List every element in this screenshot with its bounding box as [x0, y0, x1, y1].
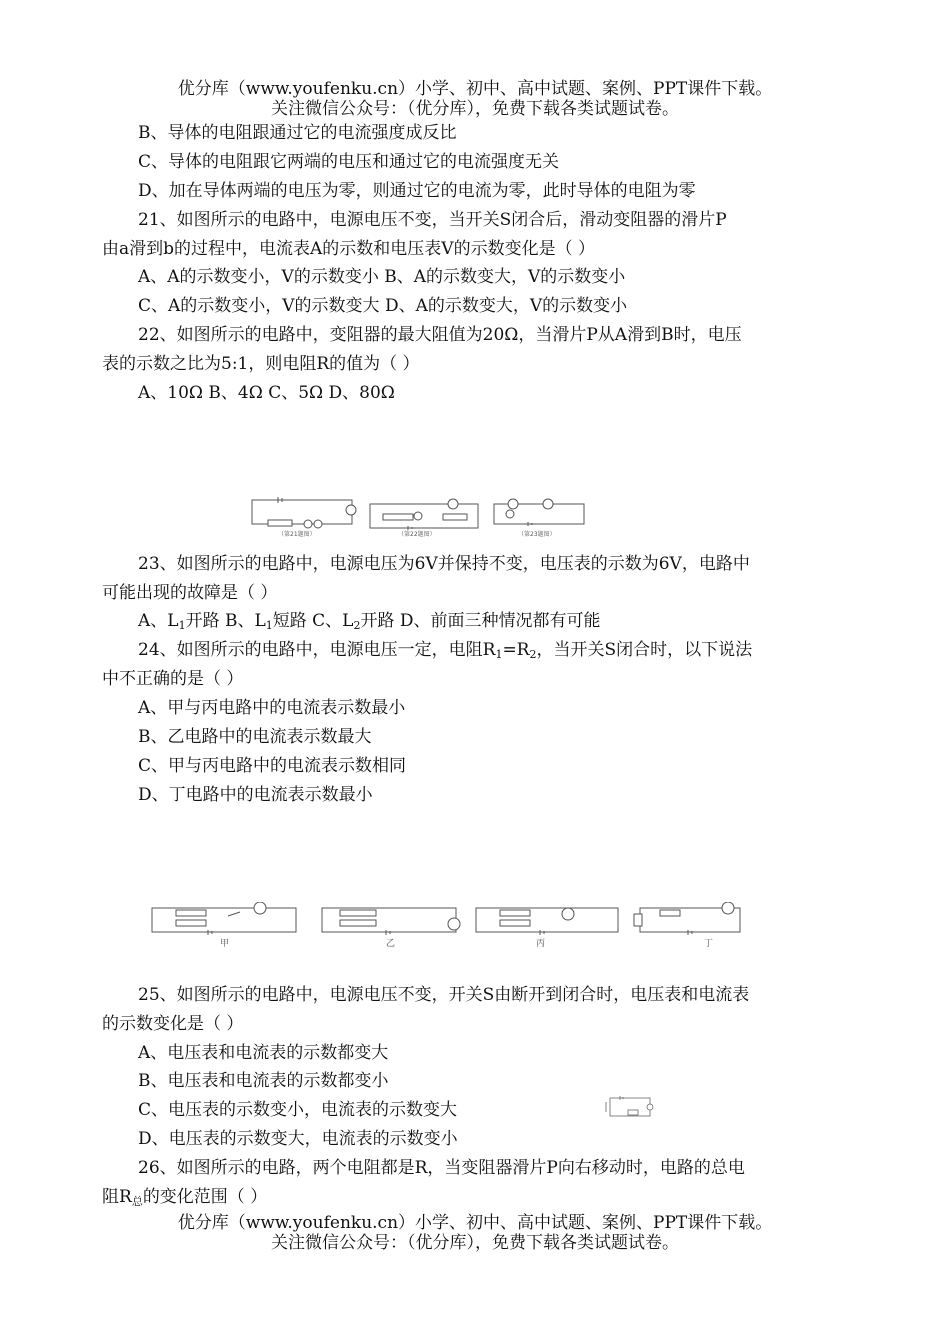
- header-line-2: 关注微信公众号：（优分库），免费下载各类试题试卷。: [271, 99, 679, 119]
- q25-option-c: C、电压表的示数变小，电流表的示数变大: [138, 1100, 458, 1120]
- q26-stem-2: 阻$R_总$的变化范围（ ）: [102, 1187, 268, 1208]
- q24-option-b: B、乙电路中的电流表示数最大: [138, 727, 372, 747]
- q24-option-d: D、丁电路中的电流表示数最小: [138, 785, 373, 805]
- label-yi: 乙: [386, 939, 396, 948]
- label-jia: 甲: [220, 939, 230, 948]
- q21-options-2: C、A的示数变小，V的示数变大 D、A的示数变大，V的示数变小: [138, 296, 628, 316]
- q25-option-a: A、电压表和电流表的示数都变大: [138, 1043, 389, 1063]
- q25-stem-2: 的示数变化是（ ）: [102, 1014, 244, 1034]
- q24-stem-1: 24、如图所示的电路中，电源电压一定，电阻$R_1=R_2$，当开关S闭合时，以下说法: [138, 640, 753, 661]
- q20-option-b: B、导体的电阻跟通过它的电流强度成反比: [138, 123, 457, 143]
- q22-stem-1: 22、如图所示的电路中，变阻器的最大阻值为20Ω，当滑片P从A滑到B时，电压: [138, 325, 742, 345]
- q20-option-c: C、导体的电阻跟它两端的电压和通过它的电流强度无关: [138, 152, 560, 172]
- q26-stem-1: 26、如图所示的电路，两个电阻都是R，当变阻器滑片P向右移动时，电路的总电: [138, 1158, 745, 1178]
- caption-fig-21: （第21题图）: [278, 531, 316, 538]
- q21-stem-1: 21、如图所示的电路中，电源电压不变，当开关S闭合后，滑动变阻器的滑片P: [138, 210, 727, 230]
- q24-option-c: C、甲与丙电路中的电流表示数相同: [138, 756, 407, 776]
- q24-option-a: A、甲与丙电路中的电流表示数最小: [138, 698, 406, 718]
- label-bing: 丙: [536, 939, 546, 948]
- circuit-figure-q25: [604, 1094, 656, 1122]
- q23-stem-2: 可能出现的故障是（ ）: [102, 583, 278, 603]
- q24-stem-2: 中不正确的是（ ）: [102, 669, 244, 689]
- q25-stem-1: 25、如图所示的电路中，电源电压不变，开关S由断开到闭合时，电压表和电流表: [138, 985, 750, 1005]
- circuit-figures-row-2: [148, 902, 748, 948]
- caption-fig-22: （第22题图）: [398, 531, 436, 538]
- q25-option-d: D、电压表的示数变大，电流表的示数变小: [138, 1129, 458, 1149]
- q22-stem-2: 表的示数之比为5:1，则电阻R的值为（ ）: [102, 354, 420, 374]
- header-line-1: 优分库（www.youfenku.cn）小学、初中、高中试题、案例、PPT课件下载。: [177, 79, 773, 99]
- q21-options-1: A、A的示数变小，V的示数变小 B、A的示数变大，V的示数变小: [138, 267, 626, 287]
- circuit-figures-row-1: [248, 496, 592, 538]
- label-ding: 丁: [704, 939, 714, 948]
- q23-stem-1: 23、如图所示的电路中，电源电压为6V并保持不变，电压表的示数为6V，电路中: [138, 554, 750, 574]
- q23-options: A、$L_1$开路 B、$L_1$短路 C、$L_2$开路 D、前面三种情况都有可能: [138, 611, 601, 632]
- q20-option-d: D、加在导体两端的电压为零，则通过它的电流为零，此时导体的电阻为零: [138, 181, 696, 201]
- q25-option-b: B、电压表和电流表的示数都变小: [138, 1071, 389, 1091]
- footer-line-1: 优分库（www.youfenku.cn）小学、初中、高中试题、案例、PPT课件下载。: [177, 1213, 773, 1233]
- footer-line-2: 关注微信公众号：（优分库），免费下载各类试题试卷。: [271, 1233, 679, 1253]
- q22-options: A、10Ω B、4Ω C、5Ω D、80Ω: [138, 383, 395, 403]
- caption-fig-23: （第23题图）: [518, 531, 556, 538]
- q21-stem-2: 由a滑到b的过程中，电流表A的示数和电压表V的示数变化是（ ）: [102, 239, 595, 259]
